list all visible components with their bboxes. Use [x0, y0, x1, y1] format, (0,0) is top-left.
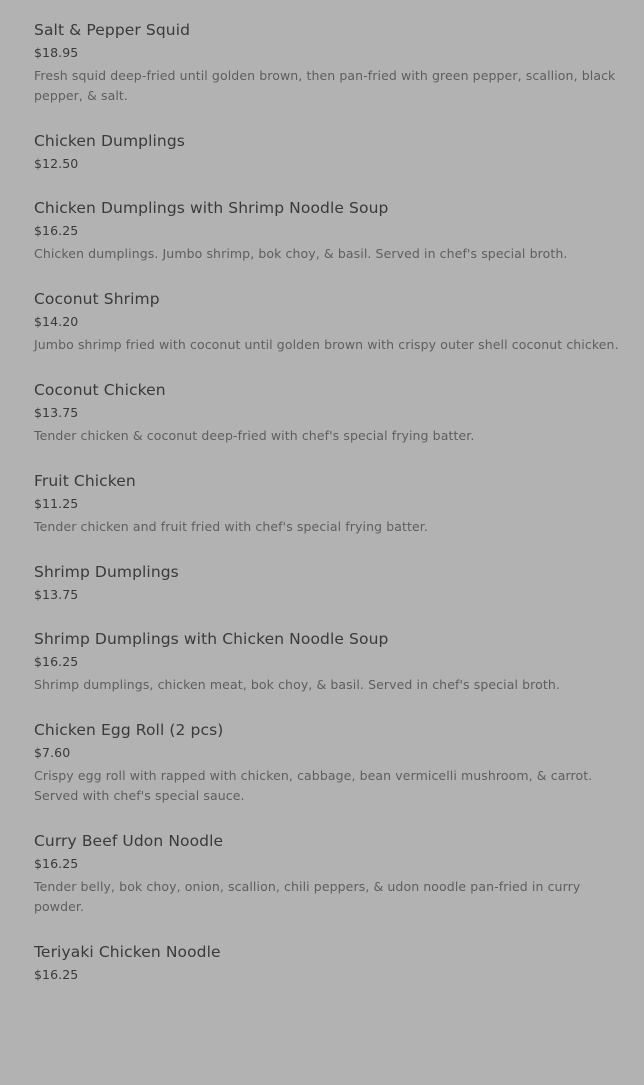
menu-item-price: $18.95 — [34, 45, 79, 60]
menu-item-price: $12.50 — [34, 156, 79, 171]
menu-item-name: Salt & Pepper Squid — [34, 21, 191, 39]
menu-item-price: $16.25 — [34, 654, 79, 669]
menu-item-name: Coconut Shrimp — [34, 290, 160, 308]
menu-item-description: Tender chicken & coconut deep-fried with chef's special frying batter. — [34, 428, 475, 443]
menu-item-name: Fruit Chicken — [34, 472, 136, 490]
menu-item-name: Chicken Dumplings with Shrimp Noodle Soup — [34, 199, 389, 217]
menu-item[interactable] — [34, 378, 620, 446]
menu-item-description: Chicken dumplings. Jumbo shrimp, bok choy, & basil. Served in chef's special broth. — [34, 246, 568, 261]
menu-item[interactable] — [34, 940, 620, 984]
menu-item-name: Shrimp Dumplings — [34, 563, 179, 581]
menu-item-price: $13.75 — [34, 405, 79, 420]
menu-item[interactable] — [34, 627, 620, 695]
menu-item-name: Chicken Egg Roll (2 pcs) — [34, 721, 224, 739]
menu-item-description: Fresh squid deep-fried until golden brown, then pan-fried with green pepper, scallion, black pepper, & salt. — [34, 68, 616, 103]
menu-item-name: Coconut Chicken — [34, 381, 166, 399]
menu-item-name: Teriyaki Chicken Noodle — [34, 943, 221, 961]
menu-item[interactable] — [34, 560, 620, 604]
menu-item-price: $7.60 — [34, 745, 71, 760]
menu-item[interactable] — [34, 829, 620, 917]
menu-item-price: $16.25 — [34, 223, 79, 238]
menu-item-description: Tender chicken and fruit fried with chef's special frying batter. — [34, 519, 428, 534]
menu-item-price: $16.25 — [34, 856, 79, 871]
menu-item-name: Curry Beef Udon Noodle — [34, 832, 224, 850]
menu-item-name: Shrimp Dumplings with Chicken Noodle Soup — [34, 630, 389, 648]
menu-item[interactable] — [34, 718, 620, 806]
menu-item[interactable] — [34, 18, 620, 106]
menu-item[interactable] — [34, 469, 620, 537]
menu-item-description: Jumbo shrimp fried with coconut until golden brown with crispy outer shell coconut chicken. — [34, 337, 619, 352]
menu-item-price: $14.20 — [34, 314, 79, 329]
menu-item[interactable] — [34, 129, 620, 173]
menu-item-price: $11.25 — [34, 496, 79, 511]
menu-item-description: Shrimp dumplings, chicken meat, bok choy, & basil. Served in chef's special broth. — [34, 677, 560, 692]
menu-item-description: Tender belly, bok choy, onion, scallion, chili peppers, & udon noodle pan-fried in curry powder. — [34, 879, 581, 914]
menu-item-price: $13.75 — [34, 587, 79, 602]
menu-item[interactable] — [34, 287, 620, 355]
menu-item[interactable] — [34, 196, 620, 264]
menu-item-price: $16.25 — [34, 967, 79, 982]
menu-item-description: Crispy egg roll with rapped with chicken, cabbage, bean vermicelli mushroom, & carrot. Served with chef's special sauce. — [34, 768, 593, 803]
menu-item-name: Chicken Dumplings — [34, 132, 185, 150]
